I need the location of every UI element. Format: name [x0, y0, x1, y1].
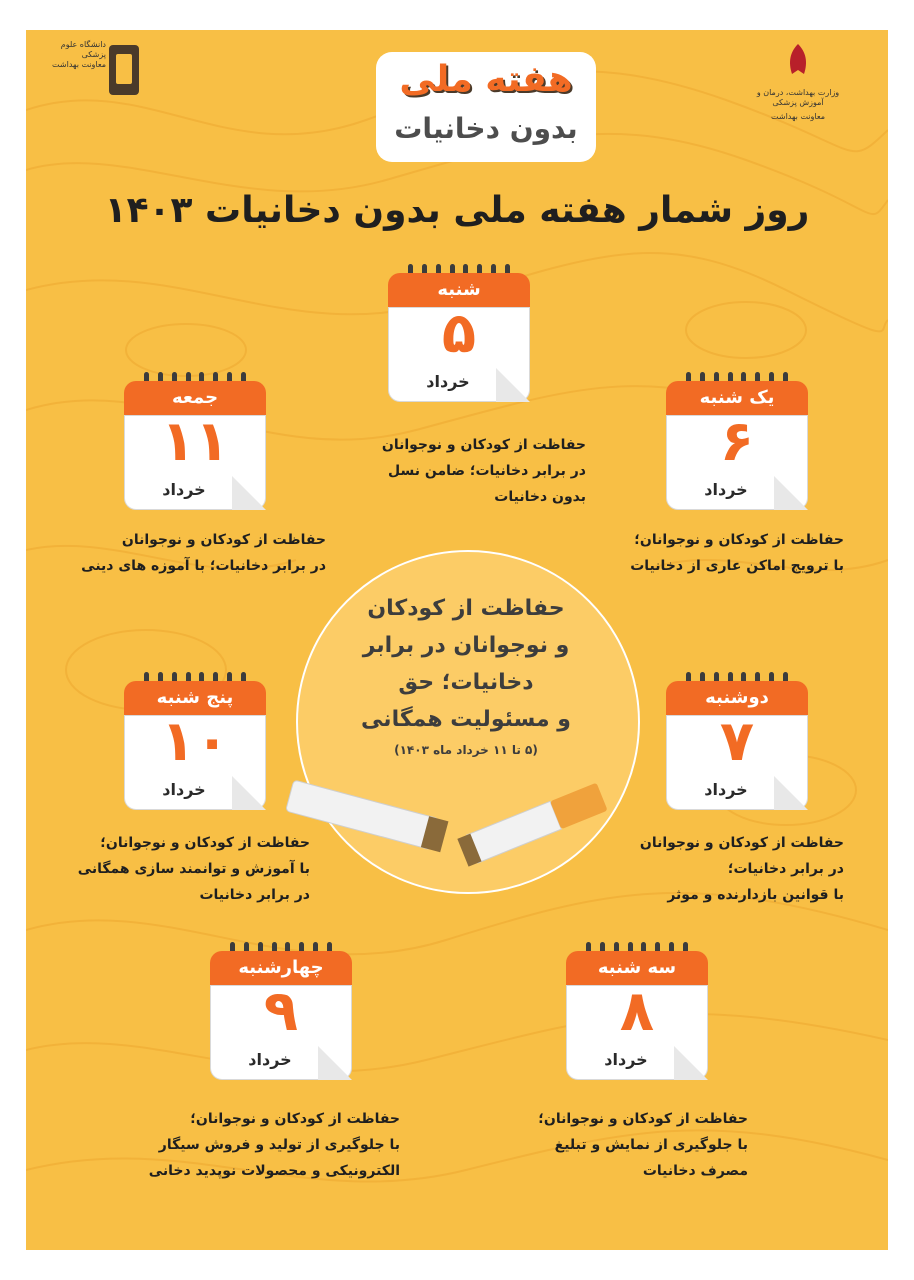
description-line: با ترویج اماکن عاری از دخانیات — [630, 558, 844, 574]
day-description-5 — [316, 432, 586, 510]
description-line: در برابر دخانیات؛ ضامن نسل — [388, 463, 586, 479]
calendar-date-number: ۹ — [263, 979, 299, 1044]
calendar-day-11 — [124, 372, 266, 514]
page-curl — [774, 476, 808, 510]
ministry-name: وزارت بهداشت، درمان و آموزش پزشکی — [756, 88, 840, 107]
broken-cigarette-icon — [276, 760, 616, 890]
description-line: در برابر دخانیات؛ — [727, 861, 844, 877]
calendar-month: خرداد — [426, 372, 470, 391]
calendar-date-number: ۱۰ — [160, 709, 230, 774]
calendar-weekday: جمعه — [124, 381, 266, 415]
center-dates: (۵ تا ۱۱ خرداد ماه ۱۴۰۳) — [394, 743, 538, 757]
page-curl — [232, 776, 266, 810]
ministry-department: معاونت بهداشت — [771, 112, 825, 121]
poster — [26, 30, 888, 1250]
description-line: بدون دخانیات — [494, 489, 586, 505]
calendar-month: خرداد — [604, 1050, 648, 1069]
day-description-9 — [130, 1106, 400, 1184]
page-curl — [774, 776, 808, 810]
campaign-logo-title: هفته ملی — [399, 59, 573, 100]
calendar-weekday: سه شنبه — [566, 951, 708, 985]
description-line: الکترونیکی و محصولات نوپدید دخانی — [148, 1163, 400, 1179]
calendar-weekday: چهارشنبه — [210, 951, 352, 985]
description-line: حفاظت از کودکان و نوجوانان — [121, 532, 326, 548]
university-emblem-icon — [104, 40, 144, 100]
page-curl — [496, 368, 530, 402]
campaign-logo-subtitle: بدون دخانیات — [394, 112, 578, 145]
calendar-day-10 — [124, 672, 266, 814]
calendar-month: خرداد — [162, 480, 206, 499]
center-slogan-line: حفاظت از کودکان — [367, 596, 565, 621]
calendar-date-number: ۶ — [719, 409, 755, 474]
calendar-month: خرداد — [248, 1050, 292, 1069]
calendar-date-number: ۸ — [619, 979, 655, 1044]
day-description-8 — [478, 1106, 748, 1184]
calendar-weekday: پنج شنبه — [124, 681, 266, 715]
university-department: معاونت بهداشت — [52, 60, 106, 69]
day-description-6 — [574, 527, 844, 579]
description-line: حفاظت از کودکان و نوجوانان؛ — [190, 1111, 400, 1127]
day-description-10 — [40, 830, 310, 908]
page-curl — [674, 1046, 708, 1080]
description-line: مصرف دخانیات — [642, 1163, 748, 1179]
calendar-weekday: یک شنبه — [666, 381, 808, 415]
calendar-date-number: ۷ — [719, 709, 755, 774]
description-line: حفاظت از کودکان و نوجوانان — [639, 835, 844, 851]
day-description-11 — [56, 527, 326, 579]
calendar-day-6 — [666, 372, 808, 514]
calendar-date-number: ۱۱ — [160, 409, 230, 474]
center-slogan — [336, 590, 596, 760]
calendar-day-5 — [388, 264, 530, 406]
page-curl — [318, 1046, 352, 1080]
description-line: حفاظت از کودکان و نوجوانان؛ — [100, 835, 310, 851]
calendar-weekday: دوشنبه — [666, 681, 808, 715]
page-title: روز شمار هفته ملی بدون دخانیات ۱۴۰۳ — [104, 190, 810, 231]
description-line: حفاظت از کودکان و نوجوانان — [381, 437, 586, 453]
calendar-month: خرداد — [162, 780, 206, 799]
day-description-7 — [574, 830, 844, 908]
calendar-day-8 — [566, 942, 708, 1084]
calendar-month: خرداد — [704, 480, 748, 499]
calendar-day-9 — [210, 942, 352, 1084]
description-line: با جلوگیری از نمایش و تبلیغ — [554, 1137, 748, 1153]
description-line: در برابر دخانیات؛ با آموزه های دینی — [81, 558, 326, 574]
calendar-month: خرداد — [704, 780, 748, 799]
center-slogan-line: و مسئولیت همگانی — [361, 707, 571, 732]
description-line: در برابر دخانیات — [199, 887, 310, 903]
calendar-date-number: ۵ — [441, 301, 477, 366]
description-line: با جلوگیری از تولید و فروش سیگار — [158, 1137, 400, 1153]
page-curl — [232, 476, 266, 510]
calendar-weekday: شنبه — [388, 273, 530, 307]
iran-emblem-icon — [778, 40, 818, 80]
description-line: با قوانین بازدارنده و موثر — [667, 887, 844, 903]
center-slogan-line: و نوجوانان در برابر — [362, 633, 570, 658]
university-name: دانشگاه علوم پزشکی — [60, 40, 106, 59]
center-slogan-line: دخانیات؛ حق — [398, 670, 534, 695]
description-line: با آموزش و توانمند سازی همگانی — [77, 861, 310, 877]
description-line: حفاظت از کودکان و نوجوانان؛ — [538, 1111, 748, 1127]
ministry-logo — [748, 40, 848, 122]
description-line: حفاظت از کودکان و نوجوانان؛ — [634, 532, 844, 548]
calendar-day-7 — [666, 672, 808, 814]
campaign-logo — [376, 52, 596, 162]
